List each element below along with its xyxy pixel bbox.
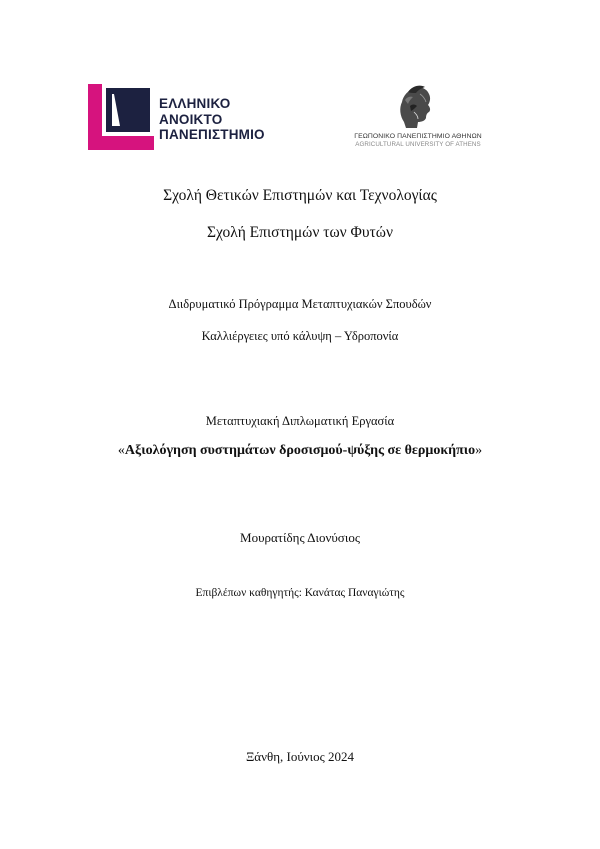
hou-logo-line-2: ΑΝΟΙΚΤΟ <box>159 111 223 127</box>
thesis-title-text: Αξιολόγηση συστημάτων δροσισμού-ψύξης σε θερμοκήπιο <box>124 443 476 458</box>
thesis-title <box>0 443 600 459</box>
thesis-type: Μεταπτυχιακή Διπλωματική Εργασία <box>205 414 395 428</box>
program-name: Διιδρυματικό Πρόγραμμα Μεταπτυχιακών Σπουδών <box>168 297 432 311</box>
aua-name-english: AGRICULTURAL UNIVERSITY OF ATHENS <box>355 141 481 148</box>
author-name: Μουρατίδης Διονύσιος <box>240 530 360 545</box>
program-specialization: Καλλιέργειες υπό κάλυψη – Υδροπονία <box>201 329 399 343</box>
hou-logo-line-3: ΠΑΝΕΠΙΣΤΗΜΙΟ <box>159 127 265 142</box>
athena-head-emblem-icon <box>390 78 438 130</box>
aua-name-greek: ΓΕΩΠΟΝΙΚΟ ΠΑΝΕΠΙΣΤΗΜΙΟ ΑΘΗΝΩΝ <box>354 133 482 140</box>
agricultural-university-athens-logo <box>338 78 498 150</box>
thesis-title-close-quote: » <box>475 443 483 458</box>
place-and-date: Ξάνθη, Ιούνιος 2024 <box>245 749 355 764</box>
hou-logo-line-1: ΕΛΛΗΝΙΚΟ <box>159 96 231 111</box>
hou-logo-mark-icon <box>88 84 154 150</box>
school-name-1: Σχολή Θετικών Επιστημών και Τεχνολογίας <box>163 187 437 204</box>
school-name-2: Σχολή Επιστημών των Φυτών <box>207 224 393 241</box>
hou-logo-text <box>159 96 265 143</box>
supervisor: Επιβλέπων καθηγητής: Κανάτας Παναγιώτης <box>195 587 405 599</box>
hellenic-open-university-logo <box>88 84 273 152</box>
thesis-title-open-quote: « <box>117 443 125 458</box>
